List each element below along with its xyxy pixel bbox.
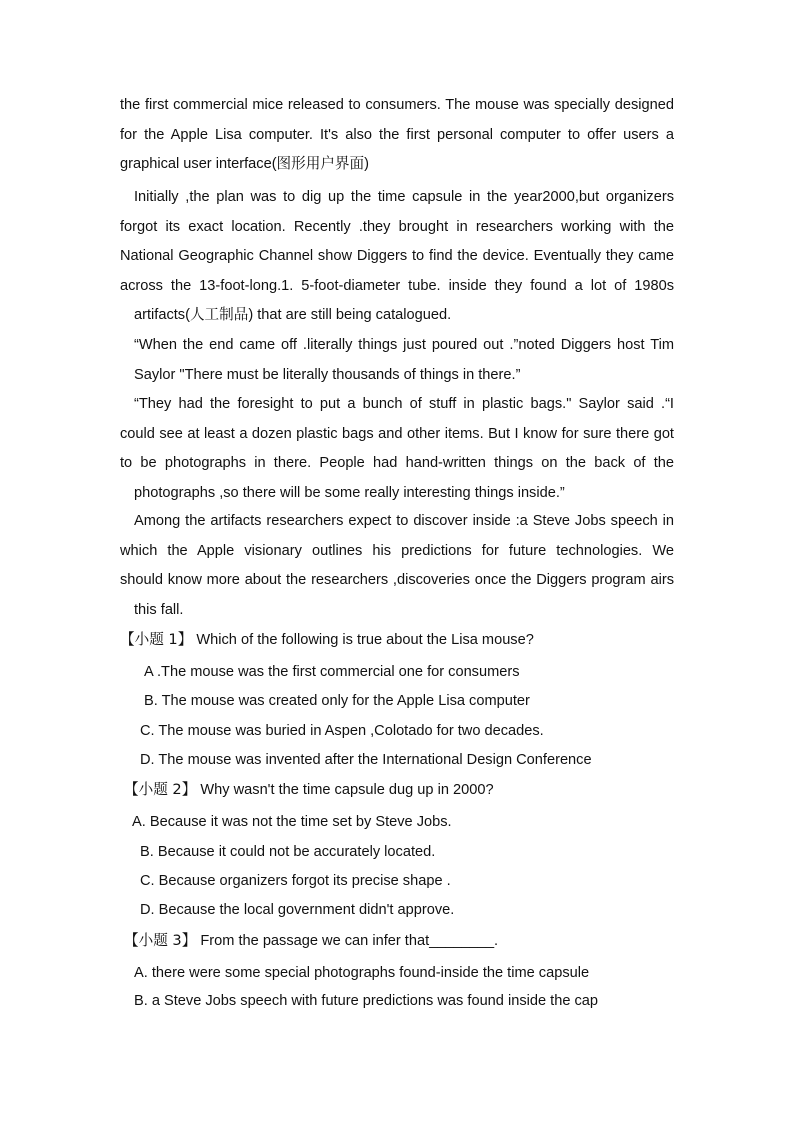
question-2-stem [124,780,494,800]
text-line: to be photographs in there. People had hand-written things on the back of the [120,455,674,471]
text-line: for the Apple Lisa computer. It's also the first personal computer to offer users a [120,126,674,143]
text-line: across the 13-foot-long.1. 5-foot-diameter tube. inside they found a lot of 1980s [120,277,674,294]
text-line: Among the artifacts researchers expect to discover inside :a Steve Jobs speech in [134,513,674,529]
text-line: should know more about the researchers ,discoveries once the Diggers program airs [120,572,674,588]
paragraph-1 [120,91,674,180]
paragraph-text [120,507,674,625]
option-3b[interactable]: B. a Steve Jobs speech with future predictions was found inside the cap [134,993,599,1009]
text-line: the first commercial mice released to consumers. The mouse was specially designed [120,97,674,113]
text-line: could see at least a dozen plastic bags and other items. But I know for sure there got [120,425,674,442]
question-text: Which of the following is true about the Lisa mouse? [196,632,534,648]
text-line: “They had the foresight to put a bunch of stuff in plastic bags." Saylor said .“I [134,396,674,412]
text-line: which the Apple visionary outlines his predictions for future technologies. We [120,542,674,559]
option-2d[interactable]: D. Because the local government didn't approve. [140,902,455,918]
question-label: 【小题 3】 [124,932,197,949]
option-2a[interactable]: A. Because it was not the time set by Steve Jobs. [132,814,452,830]
option-3a[interactable]: A. there were some special photographs found-inside the time capsule [134,965,590,981]
question-text: From the passage we can infer that________. [200,933,499,949]
text-line: forgot its exact location. Recently .they brought in researchers working with the [120,218,674,235]
text-line: graphical user interface(图形用户界面) [120,156,369,172]
text-line: Initially ,the plan was to dig up the time capsule in the year2000,but organizers [134,189,674,205]
paragraph-text [120,91,674,180]
option-1a[interactable]: A .The mouse was the first commercial one for consumers [144,664,520,680]
paragraph-5 [120,507,674,625]
paragraph-text [120,331,674,390]
question-label: 【小题 2】 [124,781,197,798]
option-1b[interactable]: B. The mouse was created only for the Apple Lisa computer [144,693,530,709]
option-2c[interactable]: C. Because organizers forgot its precise shape . [140,873,451,889]
text-line: artifacts(人工制品) that are still being catalogued. [134,307,452,323]
option-2b[interactable]: B. Because it could not be accurately located. [140,844,436,860]
paragraph-3 [120,331,674,390]
text-line: photographs ,so there will be some really interesting things inside.” [134,484,565,501]
text-line: “When the end came off .literally things just poured out .”noted Diggers host Tim [134,337,674,353]
question-text: Why wasn't the time capsule dug up in 2000? [200,782,494,798]
text-line: this fall. [134,601,184,618]
question-label: 【小题 1】 [120,631,193,648]
paragraph-2 [120,183,674,331]
paragraph-text [120,183,674,331]
text-line: Saylor "There must be literally thousands of things in there.” [134,366,521,383]
paragraph-4 [120,390,674,508]
paragraph-text [120,390,674,508]
question-3-stem [124,931,498,951]
option-1d[interactable]: D. The mouse was invented after the International Design Conference [140,752,592,768]
option-1c[interactable]: C. The mouse was buried in Aspen ,Colotado for two decades. [140,723,544,739]
text-line: National Geographic Channel show Diggers to find the device. Eventually they came [120,248,674,264]
question-1-stem [120,630,534,650]
